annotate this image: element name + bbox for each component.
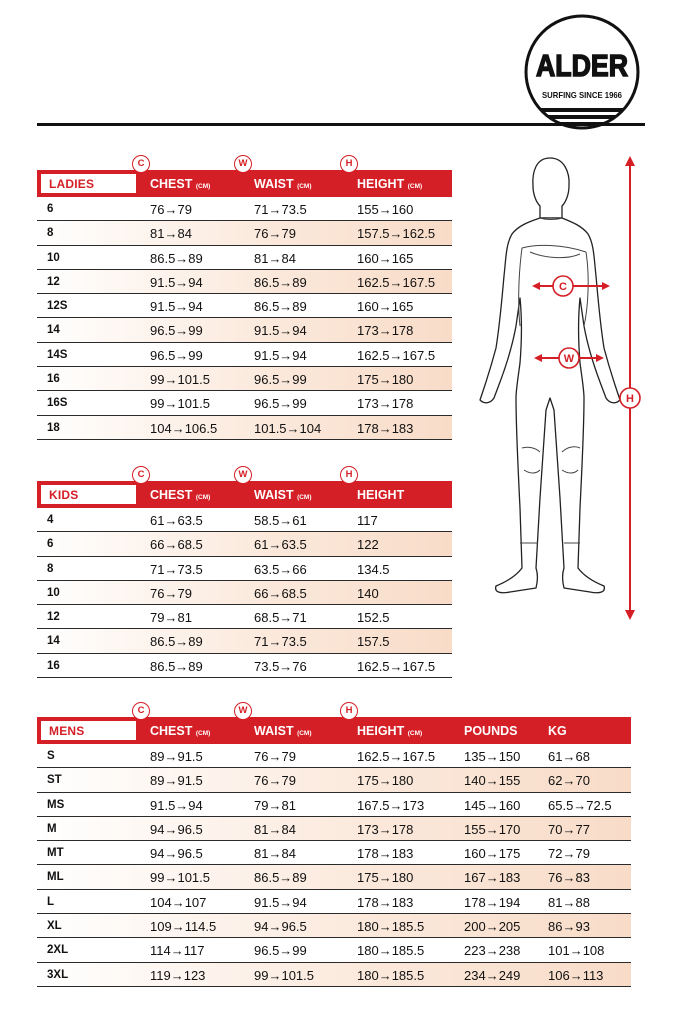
height-marker-badge: H (340, 702, 358, 720)
ladies-size-table (37, 158, 452, 440)
ladies-table-header (37, 158, 452, 197)
waist-marker-icon (559, 348, 579, 368)
chest-marker-badge: C (132, 466, 150, 484)
table-row: MS 91.5→94 79→81 167.5→173 145→160 65.5→72.5 (37, 793, 631, 817)
chest-marker-icon (553, 276, 573, 296)
table-row: 16 99→101.5 96.5→99 175→180 (37, 367, 452, 391)
table-row: MT 94→96.5 81→84 178→183 160→175 72→79 (37, 841, 631, 865)
table-row: 2XL 114→117 96.5→99 180→185.5 223→238 101→108 (37, 938, 631, 962)
chest-header: CHEST (CM) (150, 724, 211, 738)
height-header: HEIGHT (CM) (357, 177, 423, 191)
table-row: 3XL 119→123 99→101.5 180→185.5 234→249 106→113 (37, 963, 631, 987)
chest-marker-badge: C (132, 702, 150, 720)
mens-table-header (37, 705, 631, 744)
logo-wordmark: ALDER (536, 48, 628, 83)
kids-table-header (37, 469, 452, 508)
mens-size-table (37, 705, 631, 987)
height-header: HEIGHT (357, 488, 405, 502)
wetsuit-outline (480, 158, 620, 593)
chest-header: CHEST (CM) (150, 177, 211, 191)
ladies-label-box (40, 173, 137, 194)
table-row: L 104→107 91.5→94 178→183 178→194 81→88 (37, 890, 631, 914)
ladies-title: LADIES (49, 177, 95, 191)
height-marker-icon (620, 388, 640, 408)
logo-tagline: SURFING SINCE 1966 (542, 90, 623, 100)
table-row: 14 86.5→89 71→73.5 157.5 (37, 629, 452, 653)
alder-logo (524, 14, 640, 130)
table-row: 8 81→84 76→79 157.5→162.5 (37, 221, 452, 245)
table-row: 6 76→79 71→73.5 155→160 (37, 197, 452, 221)
wetsuit-figure (466, 148, 646, 628)
kids-size-table (37, 469, 452, 678)
table-row: 12 91.5→94 86.5→89 162.5→167.5 (37, 270, 452, 294)
kids-title: KIDS (49, 488, 79, 502)
table-row: 18 104→106.5 101.5→104 178→183 (37, 416, 452, 440)
table-row: 4 61→63.5 58.5→61 117 (37, 508, 452, 532)
table-row: 10 76→79 66→68.5 140 (37, 581, 452, 605)
table-row: 8 71→73.5 63.5→66 134.5 (37, 557, 452, 581)
waist-marker-badge: W (234, 466, 252, 484)
svg-text:W: W (563, 353, 575, 365)
svg-text:H: H (626, 393, 634, 405)
table-row: 6 66→68.5 61→63.5 122 (37, 532, 452, 556)
table-row: ML 99→101.5 86.5→89 175→180 167→183 76→83 (37, 865, 631, 889)
waist-header: WAIST (CM) (254, 177, 312, 191)
waist-header: WAIST (CM) (254, 724, 312, 738)
mens-title: MENS (49, 724, 85, 738)
chest-header: CHEST (CM) (150, 488, 211, 502)
table-row: 14S 96.5→99 91.5→94 162.5→167.5 (37, 343, 452, 367)
pounds-header: POUNDS (464, 724, 518, 738)
table-row: 16 86.5→89 73.5→76 162.5→167.5 (37, 654, 452, 678)
header-rule (37, 123, 645, 126)
svg-text:C: C (559, 281, 567, 293)
height-marker-badge: H (340, 466, 358, 484)
table-row: 12 79→81 68.5→71 152.5 (37, 605, 452, 629)
waist-header: WAIST (CM) (254, 488, 312, 502)
table-row: 12S 91.5→94 86.5→89 160→165 (37, 294, 452, 318)
height-marker-badge: H (340, 155, 358, 173)
table-row: M 94→96.5 81→84 173→178 155→170 70→77 (37, 817, 631, 841)
mens-label-box (40, 720, 137, 741)
table-row: 16S 99→101.5 96.5→99 173→178 (37, 391, 452, 415)
table-row: ST 89→91.5 76→79 175→180 140→155 62→70 (37, 768, 631, 792)
height-header: HEIGHT (CM) (357, 724, 423, 738)
table-row: XL 109→114.5 94→96.5 180→185.5 200→205 86→93 (37, 914, 631, 938)
kids-label-box (40, 484, 137, 505)
waist-marker-badge: W (234, 702, 252, 720)
waist-marker-badge: W (234, 155, 252, 173)
table-row: 10 86.5→89 81→84 160→165 (37, 246, 452, 270)
chest-marker-badge: C (132, 155, 150, 173)
kg-header: KG (548, 724, 567, 738)
table-row: S 89→91.5 76→79 162.5→167.5 135→150 61→68 (37, 744, 631, 768)
table-row: 14 96.5→99 91.5→94 173→178 (37, 318, 452, 342)
